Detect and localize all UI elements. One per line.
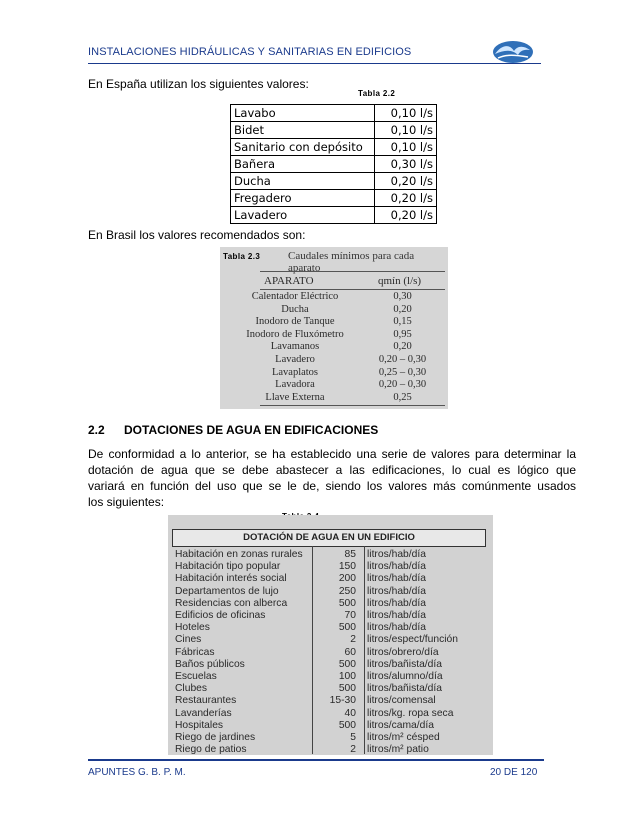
dotation-unit: litros/cama/día [367, 719, 434, 731]
table-2-4-image [168, 515, 493, 755]
building-type: Riego de jardines [175, 732, 256, 743]
appliance-name: Lavadora [275, 379, 315, 391]
building-type: Edificios de oficinas [175, 610, 266, 621]
building-type: Fábricas [175, 646, 215, 658]
body-line: los siguientes: [88, 495, 165, 509]
appliance-name: Lavadero [275, 354, 315, 365]
appliance-name: Lavamanos [270, 341, 320, 353]
caption-table-2-2: Tabla 2.2 [358, 89, 396, 98]
dotation-value: 200 [338, 573, 356, 585]
section-heading [88, 423, 378, 437]
flow-value: 0,30 l/s [375, 156, 437, 173]
table-row [172, 707, 484, 720]
min-flow-value: 0,15 [393, 316, 412, 328]
fixture-name: Bañera [231, 156, 375, 173]
building-type: Escuelas [175, 671, 217, 682]
min-flow-value: 0,25 – 0,30 [378, 366, 427, 378]
table-row [172, 646, 484, 659]
min-flow-value: 0,25 [393, 391, 412, 403]
dotation-value: 2 [350, 634, 356, 646]
fixture-name: Bidet [231, 122, 375, 139]
dotation-unit: litros/kg. ropa seca [367, 707, 454, 719]
flow-value: 0,10 l/s [375, 122, 437, 139]
body-line: dotación de agua que se debe abastecer a las edificaciones, lo cual es lógico que [88, 463, 576, 477]
table-2-3-bottom-rule [260, 405, 445, 406]
min-flow-value: 0,95 [393, 328, 412, 340]
section-title: DOTACIONES DE AGUA EN EDIFICACIONES [124, 423, 379, 437]
table-row [172, 694, 484, 707]
dotation-unit: litros/hab/día [367, 610, 426, 621]
table-row [172, 670, 484, 683]
dotation-unit: litros/m² patio [367, 744, 429, 756]
water-wave-logo-icon [492, 38, 534, 64]
body-paragraph [88, 446, 576, 510]
min-flow-value: 0,20 – 0,30 [378, 354, 427, 365]
appliance-name: Inodoro de Tanque [255, 316, 335, 328]
dotation-value: 2 [350, 744, 356, 756]
table-row [172, 633, 484, 646]
min-flow-value: 0,20 – 0,30 [378, 379, 427, 391]
table-2-3-col-aparato: APARATO [264, 275, 314, 287]
table-row [172, 560, 484, 573]
section-number: 2.2 [88, 423, 105, 437]
building-type: Habitación en zonas rurales [175, 549, 303, 560]
flow-value: 0,20 l/s [375, 173, 437, 190]
dotation-unit: litros/hab/día [367, 622, 426, 634]
dotation-value: 40 [344, 707, 356, 719]
dotation-value: 500 [338, 622, 356, 634]
table-row [172, 572, 484, 585]
table-row [172, 548, 484, 561]
building-type: Hospitales [175, 719, 224, 731]
table-row [231, 105, 437, 122]
dotation-value: 5 [350, 732, 356, 743]
building-type: Habitación tipo popular [175, 561, 281, 573]
table-row [172, 743, 484, 756]
header-rule [88, 63, 541, 64]
building-type: Lavanderías [175, 707, 232, 719]
dotation-unit: litros/hab/día [367, 597, 426, 609]
building-type: Residencias con alberca [175, 597, 288, 609]
table-row [172, 682, 484, 695]
dotation-unit: litros/bañista/día [367, 658, 442, 670]
table-row [231, 156, 437, 173]
dotation-unit: litros/alumno/día [367, 671, 443, 682]
building-type: Riego de patios [175, 744, 247, 756]
dotation-value: 15-30 [329, 695, 356, 707]
dotation-value: 500 [338, 719, 356, 731]
appliance-name: Ducha [281, 303, 309, 315]
page-number: 20 DE 120 [490, 767, 538, 778]
dotation-value: 500 [338, 597, 356, 609]
table-2-3-top-rule [260, 271, 445, 272]
dotation-value: 60 [344, 646, 356, 658]
appliance-name: Llave Externa [265, 391, 325, 403]
table-row [231, 122, 437, 139]
dotation-value: 150 [338, 561, 356, 573]
dotation-value: 500 [338, 658, 356, 670]
building-type: Clubes [175, 683, 208, 695]
table-row [172, 609, 484, 622]
appliance-name: Inodoro de Fluxómetro [246, 328, 344, 340]
dotation-unit: litros/hab/día [367, 561, 426, 573]
table-row [231, 207, 437, 224]
table-row [231, 173, 437, 190]
table-2-3-title: Caudales mínimos para cada aparato [288, 250, 415, 274]
dotation-value: 500 [338, 683, 356, 695]
building-type: Habitación interés social [175, 573, 287, 585]
dotation-unit: litros/hab/día [367, 573, 426, 585]
body-line: variará en función del uso que se le de, siendo los valores más comúnmente usados [88, 479, 576, 493]
building-type: Hoteles [175, 622, 210, 634]
table-row [231, 139, 437, 156]
appliance-name: Lavaplatos [271, 366, 319, 378]
intro-brasil: En Brasil los valores recomendados son: [88, 228, 306, 242]
body-line: De conformidad a lo anterior, se ha establecido una serie de valores para determinar la [88, 447, 576, 461]
table-2-3-header-rule [260, 289, 445, 290]
dotation-unit: litros/m² césped [367, 732, 440, 743]
building-type: Baños públicos [175, 658, 245, 670]
footer-rule [88, 759, 544, 761]
fixture-name: Ducha [231, 173, 375, 190]
min-flow-value: 0,20 [393, 303, 412, 315]
table-row [172, 621, 484, 634]
table-row [172, 658, 484, 671]
table-row [172, 731, 484, 744]
dotation-value: 250 [338, 585, 356, 597]
flow-value: 0,20 l/s [375, 207, 437, 224]
appliance-name: Calentador Eléctrico [251, 291, 339, 302]
min-flow-value: 0,30 [393, 291, 412, 302]
dotation-value: 100 [338, 671, 356, 682]
header-title: INSTALACIONES HIDRÁULICAS Y SANITARIAS EN EDIFICIOS [88, 46, 412, 58]
table-row [172, 585, 484, 598]
dotation-value: 85 [344, 549, 356, 560]
dotation-unit: litros/comensal [367, 695, 436, 707]
fixture-name: Lavadero [231, 207, 375, 224]
dotation-unit: litros/hab/día [367, 549, 426, 560]
intro-spain: En España utilizan los siguientes valores: [88, 77, 309, 91]
flow-value: 0,20 l/s [375, 190, 437, 207]
fixture-name: Sanitario con depósito [231, 139, 375, 156]
table-2-4-title: DOTACIÓN DE AGUA EN UN EDIFICIO [172, 529, 486, 547]
table-2-3-col-qmin: qmín (l/s) [378, 275, 422, 287]
flow-value: 0,10 l/s [375, 139, 437, 156]
table-row [172, 597, 484, 610]
dotation-unit: litros/hab/día [367, 585, 426, 597]
dotation-unit: litros/obrero/día [367, 646, 439, 658]
fixture-name: Fregadero [231, 190, 375, 207]
min-flow-value: 0,20 [393, 341, 412, 353]
building-type: Cines [175, 634, 202, 646]
fixture-name: Lavabo [231, 105, 375, 122]
caption-table-2-3: Tabla 2.3 [223, 252, 261, 261]
table-row [231, 190, 437, 207]
building-type: Departamentos de lujo [175, 585, 279, 597]
table-2-3-image [220, 247, 448, 409]
table-2-2 [230, 104, 437, 224]
table-row [172, 719, 484, 732]
dotation-unit: litros/espect/función [367, 634, 459, 646]
building-type: Restaurantes [175, 695, 237, 707]
dotation-value: 70 [344, 610, 356, 621]
flow-value: 0,10 l/s [375, 105, 437, 122]
footer-left: APUNTES G. B. P. M. [88, 767, 186, 778]
dotation-unit: litros/bañista/día [367, 683, 442, 695]
